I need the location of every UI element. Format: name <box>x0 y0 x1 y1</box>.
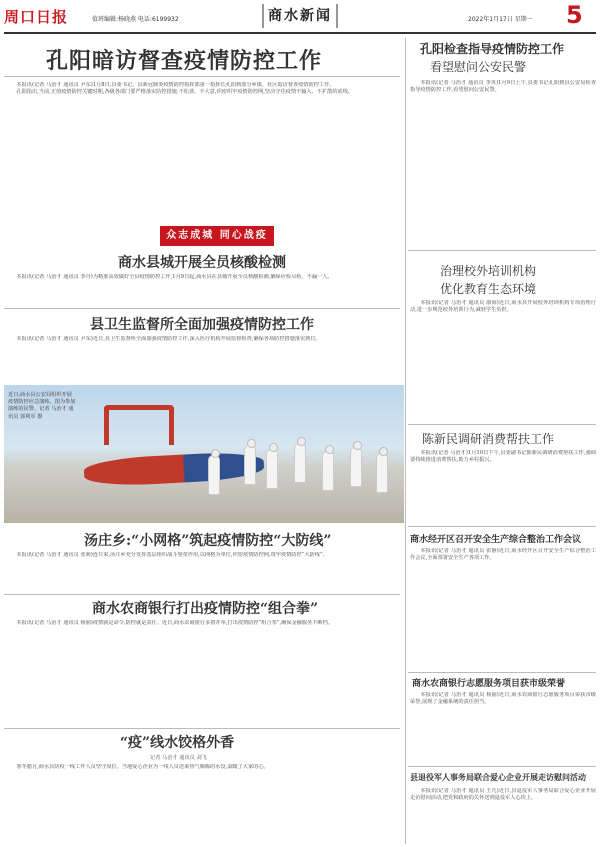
right-top-headline-1: 孔阳检查指导疫情防控工作 <box>420 42 565 56</box>
tangzhuang-article-body <box>6 552 398 592</box>
photo-caption: 近日,商水县公安局组织开展疫情防控应急演练。图为参加演练的民警。记者 马治才 通讯员 郭利军 摄 <box>8 392 76 420</box>
divider <box>408 672 596 673</box>
divider <box>408 526 596 527</box>
paragraph: 本报讯(记者 马治才 通讯员 康海)近日,商水县开展校外培训机构专项治理行动,进一步规范校外培训行为,减轻学生负担。 <box>410 300 596 314</box>
tangzhuang-headline: 汤庄乡:“小网格”筑起疫情防控“大防线” <box>84 533 332 549</box>
person-figure <box>350 447 362 487</box>
divider <box>408 250 596 251</box>
campaign-banner: 众志成城 同心战疫 <box>160 226 274 246</box>
person-figure <box>244 445 256 485</box>
divider <box>4 308 400 309</box>
divider <box>408 424 596 425</box>
editor-line: 值班编辑:杨晓燕 电话:6199932 <box>92 16 179 23</box>
right-top-headline-2: 看望慰问公安民警 <box>430 60 527 74</box>
paragraph: 孔阳指出,当前,正值疫情防控关键时期,各级各部门要严格落实防控措施,不松劲、不大意,织密织牢疫情防控网,坚决守住疫情不输入、不扩散的底线。 <box>16 89 354 96</box>
main-headline: 孔阳暗访督查疫情防控工作 <box>46 48 323 74</box>
section-name: 商水新闻 <box>262 4 338 28</box>
paragraph: 本报讯(记者 马治才 通讯员 尹东)1月8日,县委书记、县新冠肺炎疫情防控指挥部第一指挥长孔阳到部分乡镇、社区暗访督查疫情防控工作。 <box>16 82 335 88</box>
volunteer-headline: 商水农商银行志愿服务项目获市级荣誉 <box>412 679 566 689</box>
page-number: 5 <box>566 1 583 29</box>
divider <box>4 728 400 729</box>
training-headline-2: 优化教育生态环境 <box>440 282 537 296</box>
column-divider <box>405 38 406 844</box>
divider <box>4 594 400 595</box>
person-figure <box>376 453 388 493</box>
frontline-byline: 记者 马治才 通讯员 刘飞 <box>150 755 207 761</box>
photo-flag <box>83 450 264 487</box>
paragraph: 本报讯(记者 马治才 通讯员 杨丽)近日,商水农商银行志愿服务项目荣获市级荣誉,展现了金融系统的责任担当。 <box>410 692 596 706</box>
person-figure <box>322 451 334 491</box>
bank-article-body <box>6 620 398 726</box>
paragraph: 本报讯(记者 马治才 通讯员 尹东)近日,县卫生监督所全面加强疫情防控工作,深入医疗机构开展监督检查,确保各项防控措施落实到位。 <box>16 336 321 342</box>
main-article-body <box>6 82 398 222</box>
divider <box>408 766 596 767</box>
paragraph: 本报讯(记者 马治才)1月10日下午,县委副书记陈新民调研消费帮扶工作,强调要持续推进消费帮扶,助力乡村振兴。 <box>410 450 596 464</box>
health-headline: 县卫生监督所全面加强疫情防控工作 <box>90 317 314 333</box>
paragraph: 本报讯(记者 马治才 通讯员 张萌)连日来,汤庄乡充分发挥基层组织战斗堡垒作用,以网格为单位,织密疫情防控网,筑牢疫情防控“大防线”。 <box>16 552 328 558</box>
frontline-article-body <box>6 764 398 844</box>
training-article-body <box>410 300 596 420</box>
nucleic-article-body <box>6 274 398 308</box>
training-headline-1: 治理校外培训机构 <box>440 264 537 278</box>
paragraph: 本报讯(记者 马治才 通讯员 李英)1月9日上午,县委书记孔阳到县公安局检查指导疫情防控工作,看望慰问公安民警。 <box>410 80 596 94</box>
person-figure <box>266 449 278 489</box>
paragraph: 本报讯(记者 马治才 通讯员 王凡)近日,县退役军人事务局联合爱心企业开展走访慰问活动,把党和政府的关怀送到退役军人心坎上。 <box>410 788 596 802</box>
veterans-article-body <box>410 788 596 844</box>
paragraph: 寒冬腊月,商水县防疫一线工作人员坚守岗位。当地爱心企业为一线人员送来热气腾腾的水饺,温暖了大家的心。 <box>16 764 269 770</box>
safety-headline: 商水经开区召开安全生产综合整治工作会议 <box>410 535 582 545</box>
masthead-rule <box>4 32 596 34</box>
health-article-body <box>6 336 398 380</box>
photo-arch <box>104 405 174 445</box>
safety-article-body <box>410 548 596 670</box>
nucleic-headline: 商水县城开展全员核酸检测 <box>118 255 286 271</box>
person-figure <box>294 443 306 483</box>
divider <box>4 76 400 77</box>
person-figure <box>208 455 220 495</box>
masthead <box>0 0 600 34</box>
volunteer-article-body <box>410 692 596 764</box>
bank-headline: 商水农商银行打出疫情防控“组合拳” <box>92 601 319 617</box>
right-top-article-body <box>410 80 596 248</box>
veterans-headline: 县退役军人事务局联合爱心企业开展走访慰问活动 <box>410 772 586 782</box>
paragraph: 本报讯(记者 马治才 通讯员 李丹)为精准高效做好全县疫情防控工作,1月9日起,商水县在县城开展全员核酸检测,确保应检尽检、不漏一人。 <box>16 274 333 280</box>
newspaper-logo: 周口日报 <box>4 8 69 26</box>
paragraph: 本报讯(记者 马治才 通讯员 张静)近日,商水经开区召开安全生产综合整治工作会议,全面部署安全生产各项工作。 <box>410 548 596 562</box>
chen-headline: 陈新民调研消费帮扶工作 <box>422 432 555 446</box>
paragraph: 本报讯(记者 马治才 通讯员 杨丽)疫情就是命令,防控就是责任。近日,商水农商银行多措并举,打出疫情防控“组合拳”,确保金融服务不断档。 <box>16 620 333 626</box>
date-line: 2022年1月17日 星期一 <box>468 16 533 23</box>
chen-article-body <box>410 450 596 522</box>
frontline-headline: “疫”线水饺格外香 <box>120 735 235 751</box>
